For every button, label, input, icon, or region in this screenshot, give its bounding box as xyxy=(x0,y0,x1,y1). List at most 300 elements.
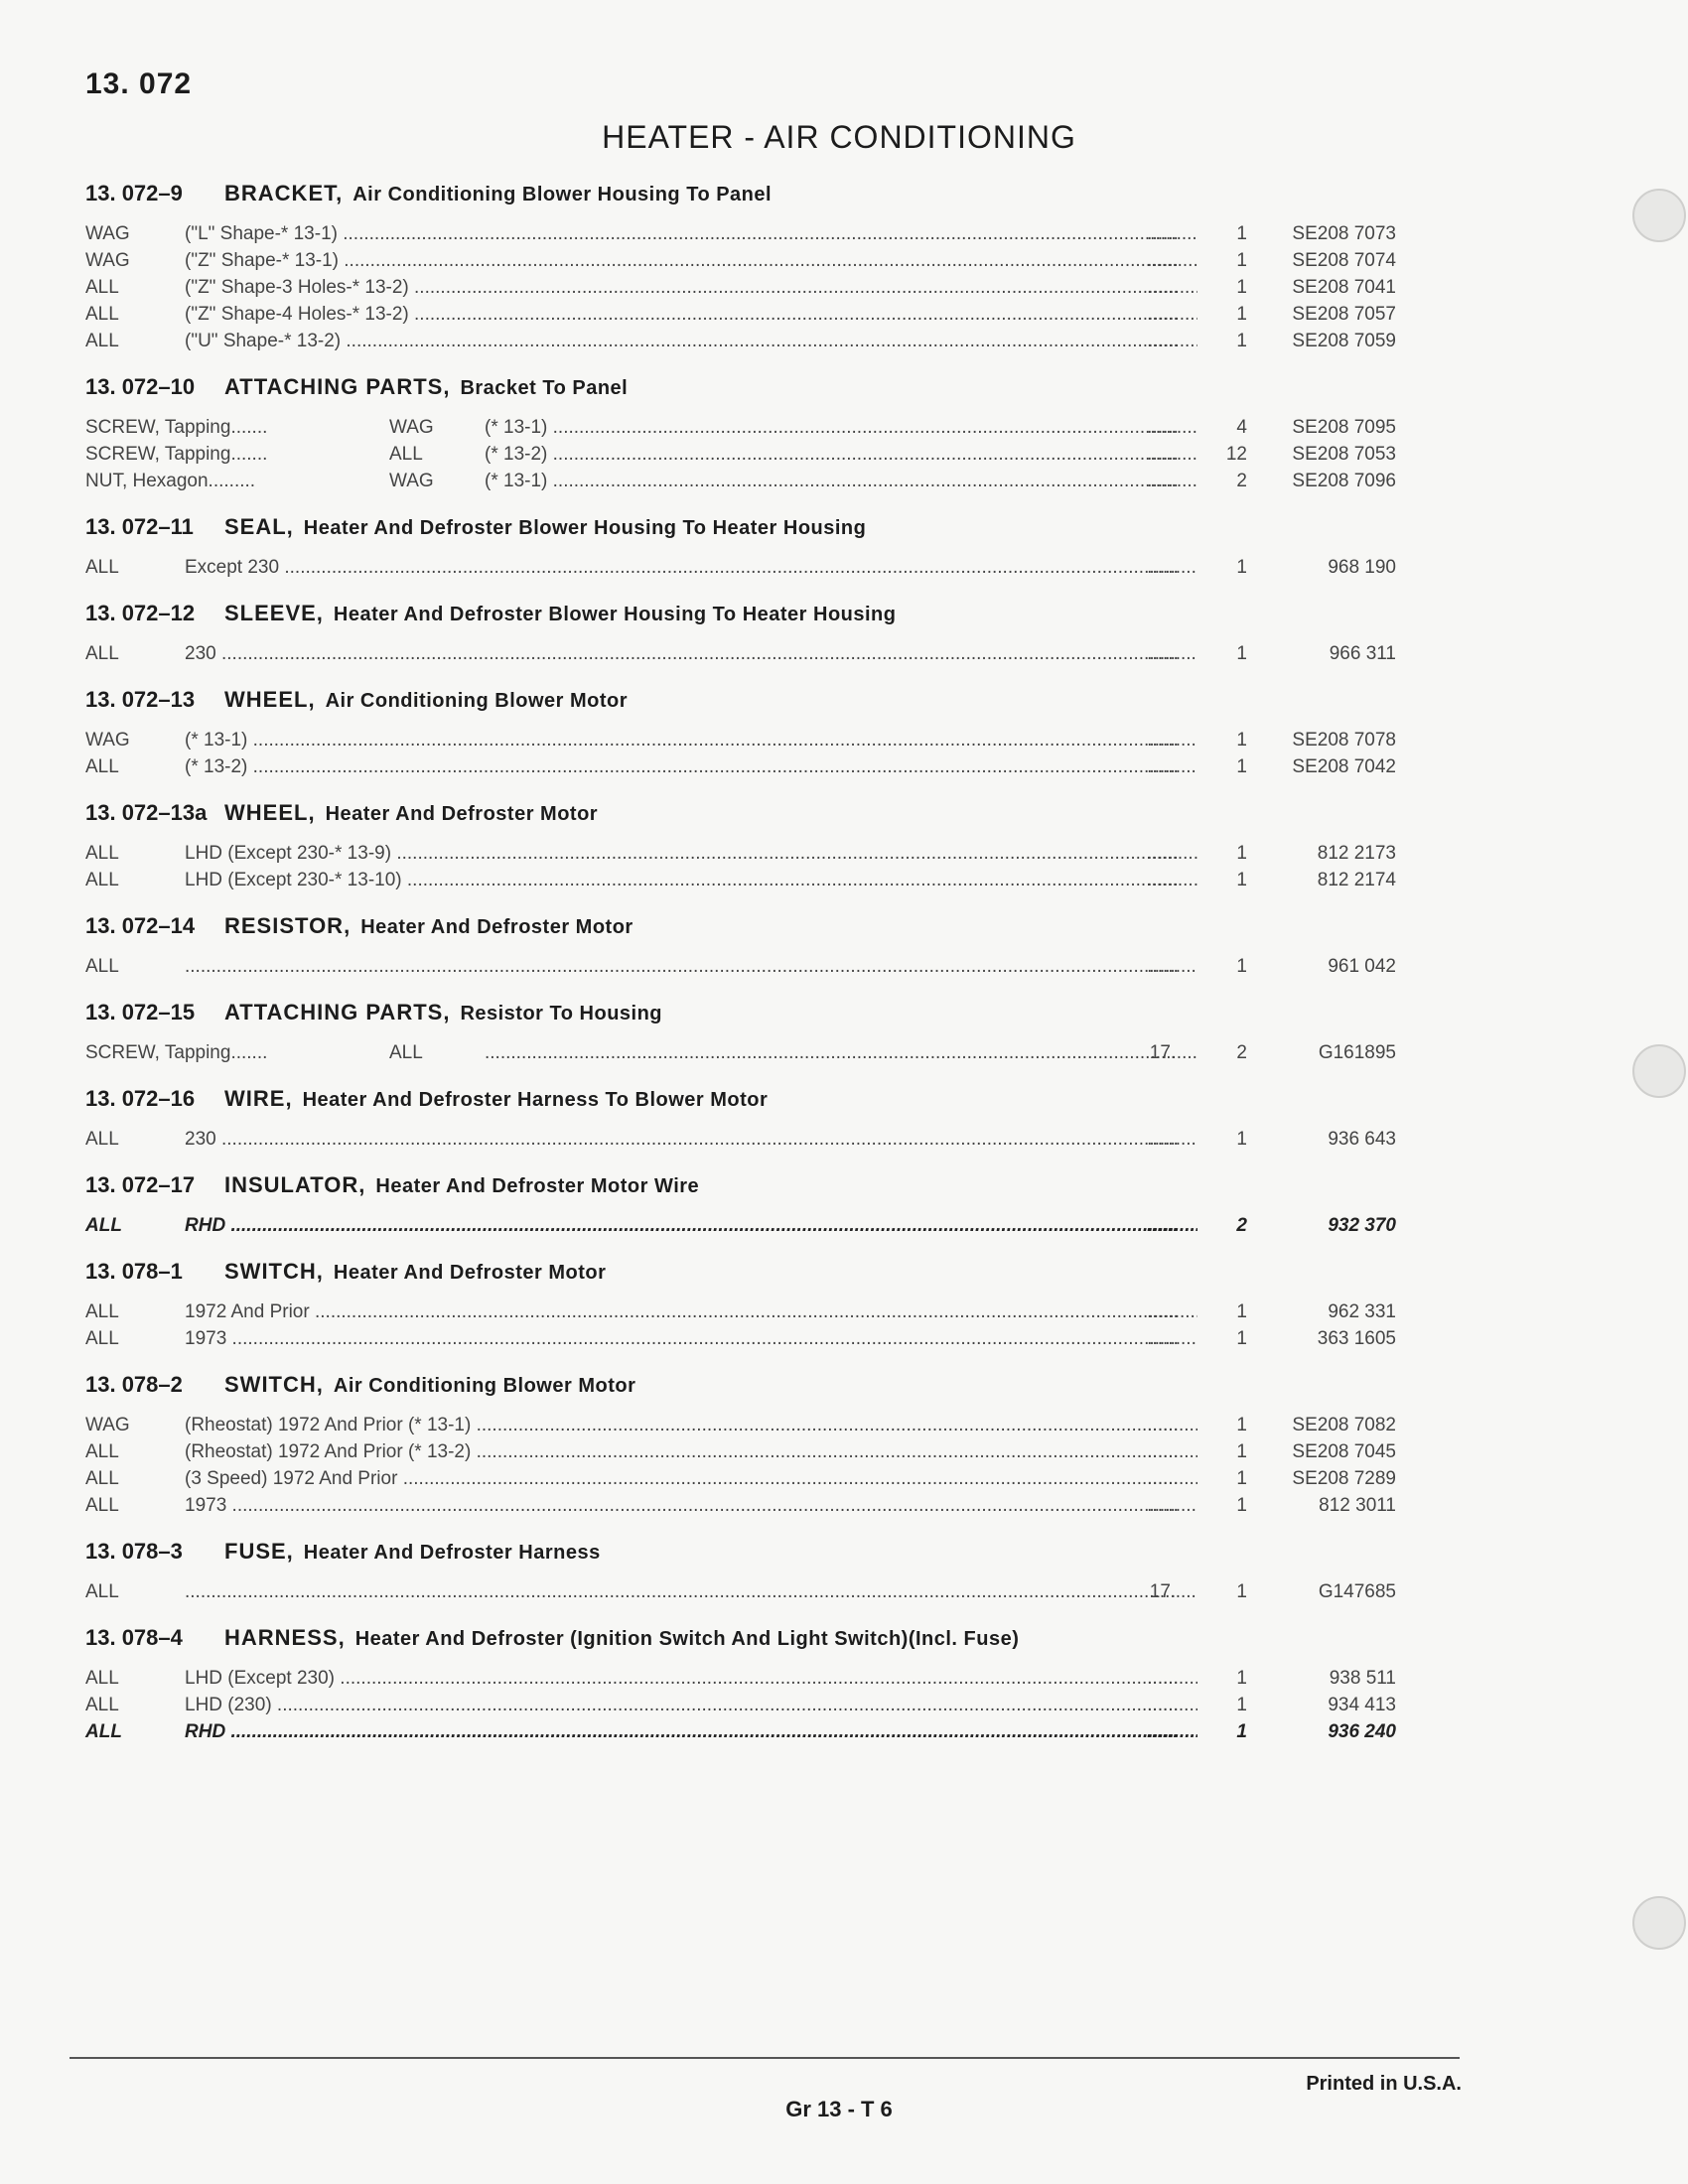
part-row xyxy=(85,468,1396,494)
dot-leader xyxy=(226,1495,1197,1516)
part-description xyxy=(185,1492,1197,1519)
model-code: ALL xyxy=(85,1468,119,1489)
part-description xyxy=(185,554,1197,581)
model-code: ALL xyxy=(85,1215,122,1236)
quantity: 12 xyxy=(1225,444,1247,465)
model-code: ALL xyxy=(85,870,119,890)
part-row xyxy=(85,1298,1396,1325)
part-number: 812 2173 xyxy=(1317,843,1396,864)
quantity: 1 xyxy=(1236,250,1247,271)
part-row xyxy=(85,274,1396,301)
part-number: 962 331 xyxy=(1328,1301,1396,1322)
part-number: SE208 7059 xyxy=(1292,331,1396,351)
model-code: ALL xyxy=(85,956,119,977)
part-description-text: ("Z" Shape-* 13-1) xyxy=(185,250,339,271)
model-code: ALL xyxy=(85,843,119,864)
part-description-text: LHD (Except 230) xyxy=(185,1668,336,1689)
reference: ...... xyxy=(1147,223,1179,244)
dot-leader xyxy=(247,730,1197,751)
part-number: SE208 7073 xyxy=(1292,223,1396,244)
section-heading xyxy=(85,796,1396,840)
part-description-text: ("L" Shape-* 13-1) xyxy=(185,223,338,244)
reference: ...... xyxy=(1147,756,1179,777)
part-row xyxy=(85,727,1396,753)
section-heading xyxy=(85,909,1396,953)
page-number: 13. 072 xyxy=(85,68,193,100)
part-number: 936 643 xyxy=(1328,1129,1396,1150)
reference: ...... xyxy=(1147,843,1179,864)
part-description xyxy=(185,1212,1197,1239)
part-number: SE208 7041 xyxy=(1292,277,1396,298)
section-number: 13. 078–2 xyxy=(85,1372,183,1397)
quantity: 1 xyxy=(1236,1581,1247,1602)
section-description: Air Conditioning Blower Motor xyxy=(333,1375,636,1397)
dot-leader xyxy=(185,956,1197,977)
parts-section xyxy=(85,1535,1396,1605)
reference: ...... xyxy=(1147,1441,1179,1462)
quantity: 1 xyxy=(1236,843,1247,864)
quantity: 1 xyxy=(1236,1328,1247,1349)
reference: ...... xyxy=(1147,1215,1179,1236)
model-code: ALL xyxy=(85,1301,119,1322)
model-code: ALL xyxy=(85,756,119,777)
dot-leader xyxy=(279,557,1197,578)
dot-leader xyxy=(547,444,1197,465)
part-description xyxy=(185,328,1197,354)
parts-section xyxy=(85,510,1396,581)
model-code: WAG xyxy=(85,250,130,271)
dot-leader xyxy=(216,643,1197,664)
part-number: SE208 7095 xyxy=(1292,417,1396,438)
reference: ...... xyxy=(1147,1415,1179,1435)
model-code: ALL xyxy=(85,557,119,578)
part-number: 961 042 xyxy=(1328,956,1396,977)
part-description xyxy=(185,640,1197,667)
part-row xyxy=(85,867,1396,893)
parts-section xyxy=(85,1255,1396,1352)
parts-section xyxy=(85,177,1396,354)
section-part-name: FUSE, xyxy=(224,1539,294,1564)
dot-leader xyxy=(247,756,1197,777)
parts-section xyxy=(85,1621,1396,1745)
quantity: 1 xyxy=(1236,1129,1247,1150)
section-part-name: ATTACHING PARTS, xyxy=(224,1000,451,1024)
section-part-name: BRACKET, xyxy=(224,181,344,205)
parts-section xyxy=(85,683,1396,780)
quantity: 4 xyxy=(1236,417,1247,438)
section-heading xyxy=(85,683,1396,727)
section-number: 13. 072–17 xyxy=(85,1172,196,1197)
section-heading xyxy=(85,1082,1396,1126)
part-row xyxy=(85,1212,1396,1239)
dot-leader xyxy=(409,277,1197,298)
punch-hole-bottom xyxy=(1632,1896,1686,1950)
part-row xyxy=(85,414,1396,441)
part-number: SE208 7053 xyxy=(1292,444,1396,465)
part-row xyxy=(85,1492,1396,1519)
part-row xyxy=(85,441,1396,468)
dot-leader xyxy=(397,1468,1197,1489)
quantity: 1 xyxy=(1236,730,1247,751)
part-description xyxy=(185,753,1197,780)
reference: ...... xyxy=(1147,1695,1179,1715)
dot-leader xyxy=(185,1581,1197,1602)
section-description: Bracket To Panel xyxy=(460,377,629,399)
model-code: ALL xyxy=(85,1441,119,1462)
part-row xyxy=(85,1412,1396,1438)
footer-page-code: Gr 13 - T 6 xyxy=(785,2097,893,2121)
reference: ...... xyxy=(1147,956,1179,977)
section-heading xyxy=(85,510,1396,554)
dot-leader xyxy=(547,417,1197,438)
part-description xyxy=(185,727,1197,753)
part-description xyxy=(185,220,1197,247)
part-description-text: 1972 And Prior xyxy=(185,1301,310,1322)
section-part-name: SWITCH, xyxy=(224,1372,324,1397)
reference: 17. xyxy=(1149,1042,1177,1063)
dot-leader xyxy=(338,223,1197,244)
attaching-part-desc: NUT, Hexagon......... xyxy=(85,471,256,491)
section-heading xyxy=(85,370,1396,414)
section-description: Air Conditioning Blower Motor xyxy=(325,690,629,712)
parts-section xyxy=(85,597,1396,667)
reference: ...... xyxy=(1147,730,1179,751)
reference: ...... xyxy=(1147,304,1179,325)
section-heading xyxy=(85,1168,1396,1212)
part-row xyxy=(85,554,1396,581)
section-description: Heater And Defroster Motor Wire xyxy=(375,1175,700,1197)
attaching-part-desc: SCREW, Tapping....... xyxy=(85,1042,268,1063)
quantity: 1 xyxy=(1236,1495,1247,1516)
quantity: 1 xyxy=(1236,277,1247,298)
section-number: 13. 072–12 xyxy=(85,601,196,625)
part-number: 363 1605 xyxy=(1317,1328,1396,1349)
part-description-text: (Rheostat) 1972 And Prior (* 13-2) xyxy=(185,1441,472,1462)
quantity: 1 xyxy=(1236,1415,1247,1435)
part-description-text: (* 13-2) xyxy=(185,756,248,777)
quantity: 1 xyxy=(1236,1668,1247,1689)
section-heading xyxy=(85,1621,1396,1665)
part-row xyxy=(85,953,1396,980)
part-number: SE208 7045 xyxy=(1292,1441,1396,1462)
parts-section xyxy=(85,1168,1396,1239)
attaching-part-desc: SCREW, Tapping....... xyxy=(85,444,268,465)
model-code: WAG xyxy=(389,471,434,491)
quantity: 1 xyxy=(1236,557,1247,578)
section-description: Heater And Defroster Harness xyxy=(303,1542,601,1564)
part-description-text: ("U" Shape-* 13-2) xyxy=(185,331,342,351)
section-part-name: WIRE, xyxy=(224,1086,293,1111)
part-row xyxy=(85,1665,1396,1692)
attaching-part-desc: SCREW, Tapping....... xyxy=(85,417,268,438)
part-description xyxy=(185,1325,1197,1352)
part-number: SE208 7289 xyxy=(1292,1468,1396,1489)
model-code: ALL xyxy=(85,304,119,325)
reference: ...... xyxy=(1147,444,1179,465)
model-code: ALL xyxy=(85,1695,119,1715)
reference: ...... xyxy=(1147,1301,1179,1322)
section-part-name: HARNESS, xyxy=(224,1625,346,1650)
section-description: Heater And Defroster Blower Housing To Heater Housing xyxy=(333,604,897,625)
dot-leader xyxy=(339,250,1197,271)
part-description-text: (3 Speed) 1972 And Prior xyxy=(185,1468,398,1489)
part-number: 968 190 xyxy=(1328,557,1396,578)
part-description xyxy=(185,301,1197,328)
part-description-text: LHD (Except 230-* 13-10) xyxy=(185,870,402,890)
quantity: 2 xyxy=(1236,1215,1247,1236)
dot-leader xyxy=(225,1721,1197,1742)
part-number: SE208 7042 xyxy=(1292,756,1396,777)
model-code: WAG xyxy=(85,223,130,244)
part-description xyxy=(185,1298,1197,1325)
dot-leader xyxy=(471,1441,1197,1462)
section-number: 13. 072–16 xyxy=(85,1086,196,1111)
model-code: ALL xyxy=(85,643,119,664)
quantity: 1 xyxy=(1236,643,1247,664)
parts-section xyxy=(85,1082,1396,1153)
part-row xyxy=(85,1039,1396,1066)
part-description-text: Except 230 xyxy=(185,557,280,578)
dot-leader xyxy=(485,1042,1197,1063)
dot-leader xyxy=(226,1328,1197,1349)
part-description xyxy=(185,1718,1197,1745)
part-description xyxy=(485,414,1197,441)
part-row xyxy=(85,1325,1396,1352)
part-number: 932 370 xyxy=(1328,1215,1396,1236)
quantity: 1 xyxy=(1236,1468,1247,1489)
section-heading xyxy=(85,996,1396,1039)
part-description-text: LHD (Except 230-* 13-9) xyxy=(185,843,392,864)
quantity: 1 xyxy=(1236,956,1247,977)
section-part-name: WHEEL, xyxy=(224,800,316,825)
model-code: ALL xyxy=(85,277,119,298)
quantity: 1 xyxy=(1236,756,1247,777)
part-number: 936 240 xyxy=(1328,1721,1396,1742)
part-row xyxy=(85,1465,1396,1492)
model-code: ALL xyxy=(85,1328,119,1349)
part-description-text: LHD (230) xyxy=(185,1695,272,1715)
section-number: 13. 072–11 xyxy=(85,514,194,539)
section-heading xyxy=(85,1368,1396,1412)
dot-leader xyxy=(310,1301,1197,1322)
part-description-text: RHD xyxy=(185,1215,226,1236)
model-code: ALL xyxy=(85,331,119,351)
part-description xyxy=(485,441,1197,468)
section-description: Heater And Defroster Motor xyxy=(325,803,599,825)
section-description: Heater And Defroster Motor xyxy=(333,1262,607,1284)
part-description xyxy=(185,1438,1197,1465)
part-number: 812 3011 xyxy=(1319,1495,1396,1516)
quantity: 1 xyxy=(1236,223,1247,244)
part-description xyxy=(185,1465,1197,1492)
part-description-text: ("Z" Shape-4 Holes-* 13-2) xyxy=(185,304,409,325)
section-number: 13. 072–14 xyxy=(85,913,196,938)
part-description xyxy=(185,247,1197,274)
part-description-text: ("Z" Shape-3 Holes-* 13-2) xyxy=(185,277,409,298)
part-description-text: 1973 xyxy=(185,1495,227,1516)
part-row xyxy=(85,1126,1396,1153)
model-code: ALL xyxy=(85,1495,119,1516)
parts-section xyxy=(85,796,1396,893)
section-description: Air Conditioning Blower Housing To Panel xyxy=(352,184,773,205)
section-number: 13. 072–15 xyxy=(85,1000,196,1024)
part-row xyxy=(85,220,1396,247)
section-heading xyxy=(85,597,1396,640)
part-description xyxy=(185,1412,1197,1438)
model-code: ALL xyxy=(85,1129,119,1150)
part-row xyxy=(85,247,1396,274)
parts-section xyxy=(85,996,1396,1066)
part-number: SE208 7074 xyxy=(1292,250,1396,271)
part-row xyxy=(85,840,1396,867)
reference: ...... xyxy=(1147,417,1179,438)
printed-in-label: Printed in U.S.A. xyxy=(1306,2073,1462,2095)
part-number: 938 511 xyxy=(1329,1668,1396,1689)
part-number: SE208 7078 xyxy=(1292,730,1396,751)
part-row xyxy=(85,1578,1396,1605)
page-title: HEATER - AIR CONDITIONING xyxy=(602,119,1076,155)
quantity: 1 xyxy=(1236,304,1247,325)
section-heading xyxy=(85,177,1396,220)
parts-list xyxy=(85,177,1396,1761)
part-description-text: (* 13-1) xyxy=(485,417,548,438)
reference: ...... xyxy=(1147,870,1179,890)
section-part-name: ATTACHING PARTS, xyxy=(224,374,451,399)
part-number: SE208 7082 xyxy=(1292,1415,1396,1435)
quantity: 2 xyxy=(1236,471,1247,491)
part-description-text: (* 13-1) xyxy=(185,730,248,751)
quantity: 1 xyxy=(1236,1301,1247,1322)
part-description-text: (Rheostat) 1972 And Prior (* 13-1) xyxy=(185,1415,472,1435)
reference: ...... xyxy=(1147,277,1179,298)
reference: ...... xyxy=(1147,471,1179,491)
part-row xyxy=(85,640,1396,667)
reference: ...... xyxy=(1147,557,1179,578)
model-code: ALL xyxy=(85,1581,119,1602)
dot-leader xyxy=(335,1668,1197,1689)
reference: 17. xyxy=(1149,1581,1177,1602)
part-row xyxy=(85,753,1396,780)
dot-leader xyxy=(216,1129,1197,1150)
quantity: 1 xyxy=(1236,870,1247,890)
part-description xyxy=(485,1039,1197,1066)
punch-hole-top xyxy=(1632,189,1686,242)
part-description-text: (* 13-1) xyxy=(485,471,548,491)
section-heading xyxy=(85,1535,1396,1578)
section-description: Heater And Defroster Blower Housing To Heater Housing xyxy=(303,517,867,539)
model-code: WAG xyxy=(85,730,130,751)
reference: ...... xyxy=(1147,1468,1179,1489)
part-description-text: 1973 xyxy=(185,1328,227,1349)
dot-leader xyxy=(225,1215,1197,1236)
reference: ...... xyxy=(1147,1328,1179,1349)
footer-divider xyxy=(70,2057,1460,2059)
part-description xyxy=(185,274,1197,301)
part-row xyxy=(85,1718,1396,1745)
quantity: 1 xyxy=(1236,331,1247,351)
model-code: ALL xyxy=(389,1042,423,1063)
part-number: G161895 xyxy=(1318,1042,1396,1063)
part-row xyxy=(85,301,1396,328)
part-description-text: 230 xyxy=(185,1129,216,1150)
part-description xyxy=(185,1665,1197,1692)
model-code: WAG xyxy=(389,417,434,438)
reference: ...... xyxy=(1147,1721,1179,1742)
dot-leader xyxy=(471,1415,1197,1435)
part-number: SE208 7096 xyxy=(1292,471,1396,491)
section-part-name: SLEEVE, xyxy=(224,601,324,625)
reference: ...... xyxy=(1147,1668,1179,1689)
part-description xyxy=(185,953,1197,980)
dot-leader xyxy=(402,870,1197,890)
model-code: WAG xyxy=(85,1415,130,1435)
section-description: Resistor To Housing xyxy=(460,1003,663,1024)
part-row xyxy=(85,1692,1396,1718)
section-number: 13. 072–10 xyxy=(85,374,196,399)
part-number: 812 2174 xyxy=(1317,870,1396,890)
section-heading xyxy=(85,1255,1396,1298)
punch-hole-middle xyxy=(1632,1044,1686,1098)
section-description: Heater And Defroster Harness To Blower Motor xyxy=(302,1089,769,1111)
part-description xyxy=(485,468,1197,494)
part-description xyxy=(185,1578,1197,1605)
model-code: ALL xyxy=(85,1668,119,1689)
section-number: 13. 078–4 xyxy=(85,1625,183,1650)
quantity: 1 xyxy=(1236,1721,1247,1742)
section-part-name: INSULATOR, xyxy=(224,1172,366,1197)
part-description xyxy=(185,840,1197,867)
section-part-name: SWITCH, xyxy=(224,1259,324,1284)
reference: ...... xyxy=(1147,1129,1179,1150)
reference: ...... xyxy=(1147,331,1179,351)
section-part-name: SEAL, xyxy=(224,514,294,539)
part-description xyxy=(185,1126,1197,1153)
quantity: 2 xyxy=(1236,1042,1247,1063)
part-number: 966 311 xyxy=(1329,643,1396,664)
section-part-name: WHEEL, xyxy=(224,687,316,712)
dot-leader xyxy=(341,331,1197,351)
dot-leader xyxy=(272,1695,1197,1715)
section-number: 13. 072–9 xyxy=(85,181,183,205)
dot-leader xyxy=(409,304,1197,325)
part-description xyxy=(185,867,1197,893)
section-number: 13. 072–13a xyxy=(85,800,208,825)
section-part-name: RESISTOR, xyxy=(224,913,352,938)
part-row xyxy=(85,328,1396,354)
part-number: 934 413 xyxy=(1328,1695,1396,1715)
parts-section xyxy=(85,1368,1396,1519)
section-description: Heater And Defroster Motor xyxy=(360,916,633,938)
section-description: Heater And Defroster (Ignition Switch And Light Switch)(Incl. Fuse) xyxy=(354,1628,1020,1650)
section-number: 13. 078–1 xyxy=(85,1259,183,1284)
dot-leader xyxy=(391,843,1197,864)
part-number: SE208 7057 xyxy=(1292,304,1396,325)
section-number: 13. 078–3 xyxy=(85,1539,183,1564)
parts-section xyxy=(85,370,1396,494)
model-code: ALL xyxy=(85,1721,122,1742)
dot-leader xyxy=(547,471,1197,491)
quantity: 1 xyxy=(1236,1695,1247,1715)
part-row xyxy=(85,1438,1396,1465)
reference: ...... xyxy=(1147,250,1179,271)
section-number: 13. 072–13 xyxy=(85,687,196,712)
part-description-text: RHD xyxy=(185,1721,226,1742)
part-description-text: 230 xyxy=(185,643,216,664)
quantity: 1 xyxy=(1236,1441,1247,1462)
part-description xyxy=(185,1692,1197,1718)
parts-section xyxy=(85,909,1396,980)
model-code: ALL xyxy=(389,444,423,465)
